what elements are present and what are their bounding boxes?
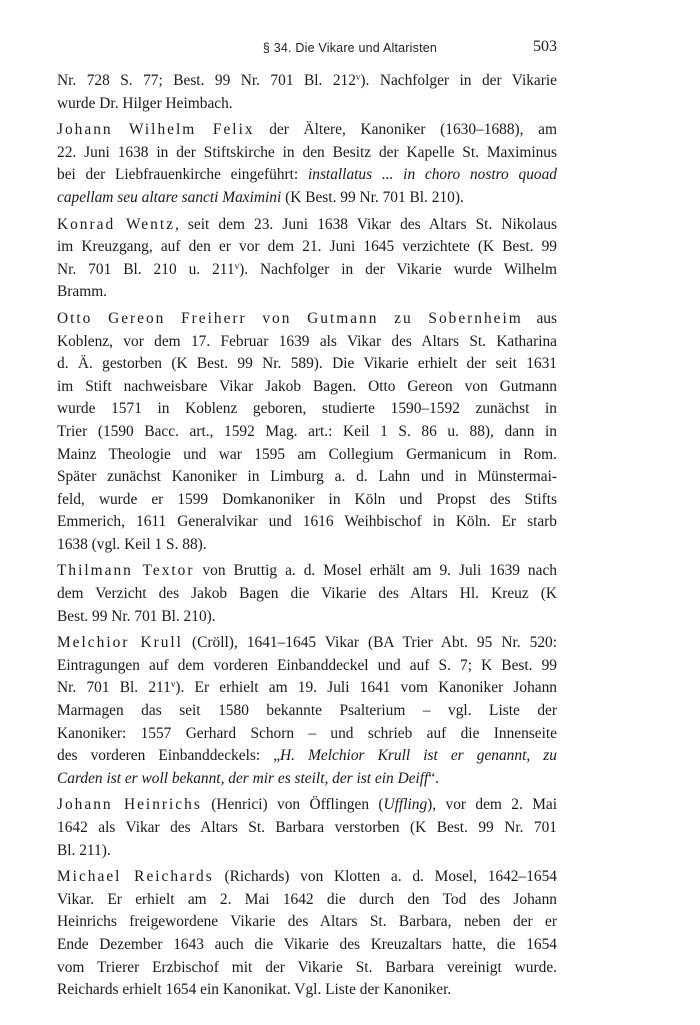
running-head <box>0 38 700 62</box>
text-line: feld, wurde er 1599 Domkanoniker in Köln und Propst des Stifts <box>57 490 557 508</box>
entry-continuation <box>57 70 557 115</box>
person-name: Johann Wilhelm Felix <box>57 121 255 139</box>
text-line: Thilmann Textor von Bruttig a. d. Mosel erhält am 9. Juli 1639 nach <box>57 562 557 580</box>
text-line: Nr. 701 Bl. 210 u. 211$^v$). Nachfolger in der Vikarie wurde Wilhelm <box>57 260 557 278</box>
text-line: Carden ist er woll bekannt, der mir es steilt, der ist ein Deiff“. <box>57 769 440 787</box>
text-line: 1642 als Vikar des Altars St. Barbara verstorben (K Best. 99 Nr. 701 <box>57 819 557 836</box>
entry-konrad-wentz <box>57 214 557 304</box>
text-line: wurde 1571 in Koblenz geboren, studierte 1590–1592 zunächst in <box>57 400 557 418</box>
text-line: Bl. 211). <box>57 841 111 859</box>
entry-melchior-krull <box>57 632 557 790</box>
text-line: des vorderen Einbanddeckels: „H. Melchior Krull ist er genannt, zu <box>57 747 557 765</box>
text-line: d. Ä. gestorben (K Best. 99 Nr. 589). Die Vikarie erhielt der seit 1631 <box>57 355 557 373</box>
text-line: Michael Reichards (Richards) von Klotten a. d. Mosel, 1642–1654 <box>57 868 557 886</box>
text-line: Kanoniker: 1557 Gerhard Schorn – und schrieb auf die Innenseite <box>57 724 557 742</box>
text-line: Best. 99 Nr. 701 Bl. 210). <box>57 607 216 625</box>
text-line: 22. Juni 1638 in der Stiftskirche in den Besitz der Kapelle St. Maximinus <box>57 143 557 161</box>
entry-johann-wilhelm-felix <box>57 119 557 209</box>
text-line: bei der Liebfrauenkirche eingeführt: installatus ... in choro nostro quoad <box>57 166 557 184</box>
page-number: 503 <box>533 38 557 55</box>
person-name: Konrad Wentz <box>57 215 175 233</box>
text-line: im Stift nachweisbare Vikar Jakob Bagen. Otto Gereon von Gutmann <box>57 377 557 395</box>
text-line: Trier (1590 Bacc. art., 1592 Mag. art.: Keil 1 S. 86 u. 88), dann in <box>57 422 557 440</box>
text-line: Johann Wilhelm Felix der Ältere, Kanoniker (1630–1688), am <box>57 121 557 139</box>
text-line: vom Trierer Erzbischof mit der Vikarie St. Barbara vereinigt wurde. <box>57 958 557 976</box>
entry-johann-heinrichs <box>57 794 557 862</box>
text-line: Reichards erhielt 1654 ein Kanonikat. Vgl. Liste der Kanoniker. <box>57 981 452 999</box>
text-line: im Kreuzgang, auf den er vor dem 21. Juni 1645 verzichtete (K Best. 99 <box>57 238 557 256</box>
text-line: Später zunächst Kanoniker in Limburg a. d. Lahn und in Münstermai- <box>57 468 557 486</box>
entry-otto-gereon <box>57 308 557 557</box>
person-name: Michael Reichards <box>57 868 214 886</box>
text-line: Nr. 728 S. 77; Best. 99 Nr. 701 Bl. 212$^v$). Nachfolger in der Vikarie <box>57 72 557 89</box>
text-line: Marmagen das seit 1580 bekannte Psalterium – vgl. Liste der <box>57 702 557 720</box>
text-line: Vikar. Er erhielt am 2. Mai 1642 die durch den Tod des Johann <box>57 890 557 908</box>
text-line: Nr. 701 Bl. 211$^v$). Er erhielt am 19. Juli 1641 vom Kanoniker Johann <box>57 679 558 697</box>
person-name: Melchior Krull <box>57 634 183 652</box>
text-line: capellam seu altare sancti Maximini (K Best. 99 Nr. 701 Bl. 210). <box>57 188 464 206</box>
text-line: Koblenz, vor dem 17. Februar 1639 als Vikar des Altars St. Katharina <box>57 332 557 350</box>
text-line: Emmerich, 1611 Generalvikar und 1616 Weihbischof in Köln. Er starb <box>57 513 557 531</box>
text-line: Melchior Krull (Cröll), 1641–1645 Vikar (BA Trier Abt. 95 Nr. 520: <box>57 634 557 652</box>
text-line: 1638 (vgl. Keil 1 S. 88). <box>57 535 207 553</box>
person-name: Thilmann Textor <box>57 562 195 580</box>
text-line: wurde Dr. Hilger Heimbach. <box>57 94 233 112</box>
text-line: Eintragungen auf dem vorderen Einbanddeckel und auf S. 7; K Best. 99 <box>57 656 557 674</box>
text-line: Johann Heinrichs (Henrici) von Öfflingen (Uffling), vor dem 2. Mai <box>57 796 557 814</box>
body-text <box>57 70 557 1006</box>
entry-thilmann-textor <box>57 560 557 628</box>
entry-michael-reichards <box>57 866 557 1002</box>
text-line: Mainz Theologie und war 1595 am Collegium Germanicum in Rom. <box>57 445 557 463</box>
person-name: Otto Gereon Freiherr von Gutmann zu Sobernheim <box>57 309 523 327</box>
text-line: dem Verzicht des Jakob Bagen die Vikarie des Altars Hl. Kreuz (K <box>57 585 557 603</box>
text-line: Ende Dezember 1643 auch die Vikarie des Kreuzaltars hatte, die 1654 <box>57 935 557 953</box>
person-name: Johann Heinrichs <box>57 796 202 814</box>
text-line: Heinrichs freigewordene Vikarie des Altars St. Barbara, neben der er <box>57 913 557 931</box>
section-title: § 34. Die Vikare und Altaristen <box>262 41 438 55</box>
text-line: Bramm. <box>57 283 108 301</box>
text-line: Konrad Wentz, seit dem 23. Juni 1638 Vikar des Altars St. Nikolaus <box>57 215 557 233</box>
text-line: Otto Gereon Freiherr von Gutmann zu Sobernheim aus <box>57 309 557 327</box>
